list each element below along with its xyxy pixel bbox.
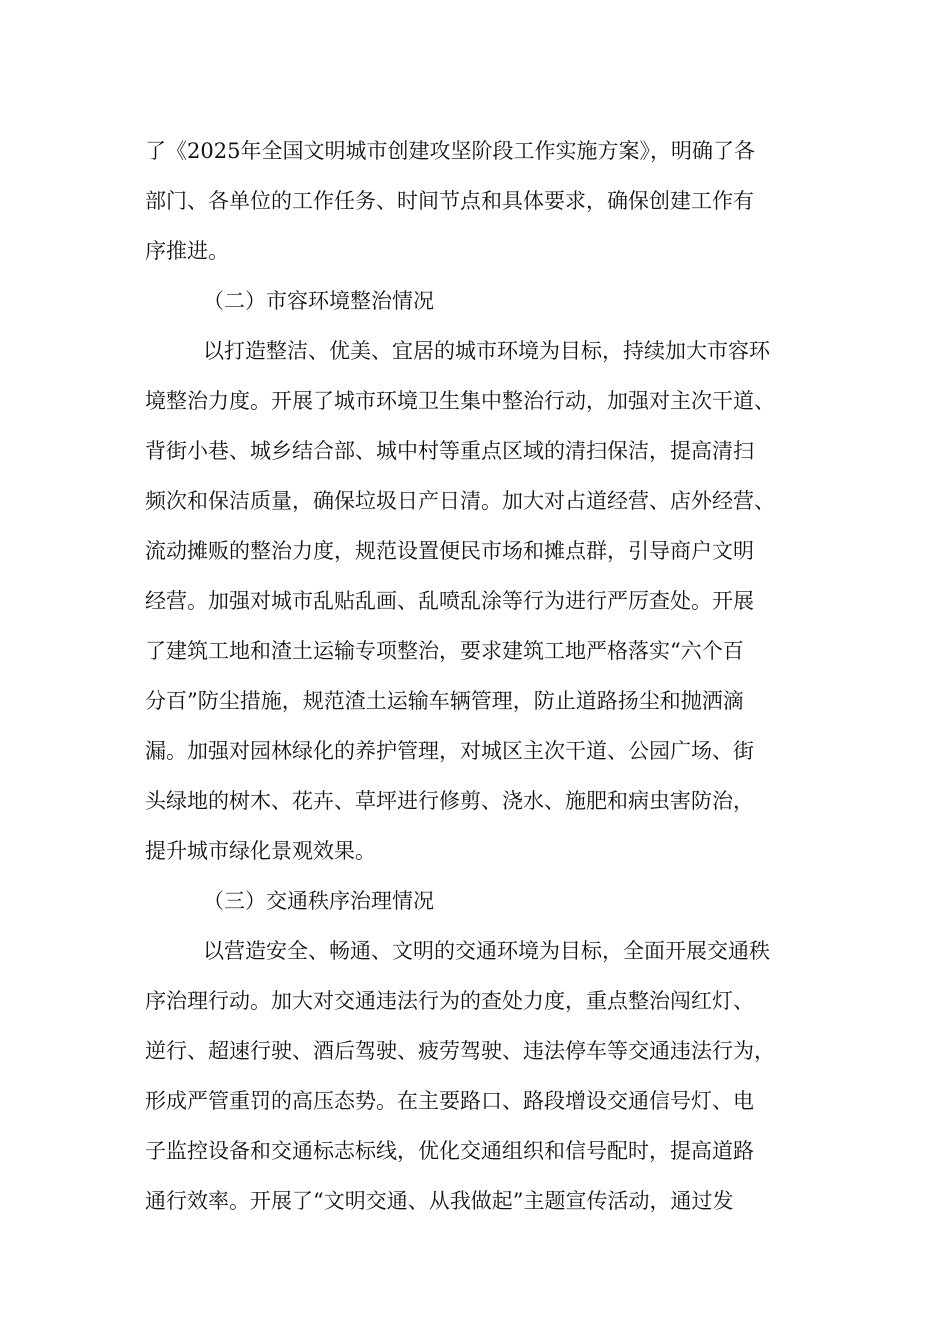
body-text-line: 通行效率。开展了“文明交通、从我做起”主题宣传活动，通过发 xyxy=(145,1189,734,1213)
body-text-line: 逆行、超速行驶、酒后驾驶、疲劳驾驶、违法停车等交通违法行为， xyxy=(145,1039,775,1063)
body-text-line: 了建筑工地和渣土运输专项整治，要求建筑工地严格落实“六个百 xyxy=(145,639,744,663)
body-text-line: 提升城市绿化景观效果。 xyxy=(145,839,376,863)
body-text-line: 背街小巷、城乡结合部、城中村等重点区域的清扫保洁，提高清扫 xyxy=(145,439,754,463)
paragraph-first-line: 以营造安全、畅通、文明的交通环境为目标，全面开展交通秩 xyxy=(203,939,770,963)
body-text-line: 了《2025年全国文明城市创建攻坚阶段工作实施方案》，明确了各 xyxy=(145,139,755,163)
body-text-line: 分百”防尘措施，规范渣土运输车辆管理，防止道路扬尘和抛洒滴 xyxy=(145,689,744,713)
body-text-line: 子监控设备和交通标志标线，优化交通组织和信号配时，提高道路 xyxy=(145,1139,754,1163)
body-text-line: 形成严管重罚的高压态势。在主要路口、路段增设交通信号灯、电 xyxy=(145,1089,754,1113)
body-text-line: 序推进。 xyxy=(145,239,229,263)
body-text-line: 境整治力度。开展了城市环境卫生集中整治行动，加强对主次干道、 xyxy=(145,389,775,413)
body-text-line: 头绿地的树木、花卉、草坪进行修剪、浇水、施肥和病虫害防治， xyxy=(145,789,754,813)
section-heading-2: （二）市容环境整治情况 xyxy=(203,289,434,313)
body-text-line: 序治理行动。加大对交通违法行为的查处力度，重点整治闯红灯、 xyxy=(145,989,754,1013)
body-text-line: 经营。加强对城市乱贴乱画、乱喷乱涂等行为进行严厉查处。开展 xyxy=(145,589,754,613)
body-text-line: 漏。加强对园林绿化的养护管理，对城区主次干道、公园广场、街 xyxy=(145,739,754,763)
body-text-line: 频次和保洁质量，确保垃圾日产日清。加大对占道经营、店外经营、 xyxy=(145,489,775,513)
paragraph-first-line: 以打造整洁、优美、宜居的城市环境为目标，持续加大市容环 xyxy=(203,339,770,363)
section-heading-3: （三）交通秩序治理情况 xyxy=(203,889,434,913)
body-text-line: 流动摊贩的整治力度，规范设置便民市场和摊点群，引导商户文明 xyxy=(145,539,754,563)
body-text-line: 部门、各单位的工作任务、时间节点和具体要求，确保创建工作有 xyxy=(145,189,754,213)
